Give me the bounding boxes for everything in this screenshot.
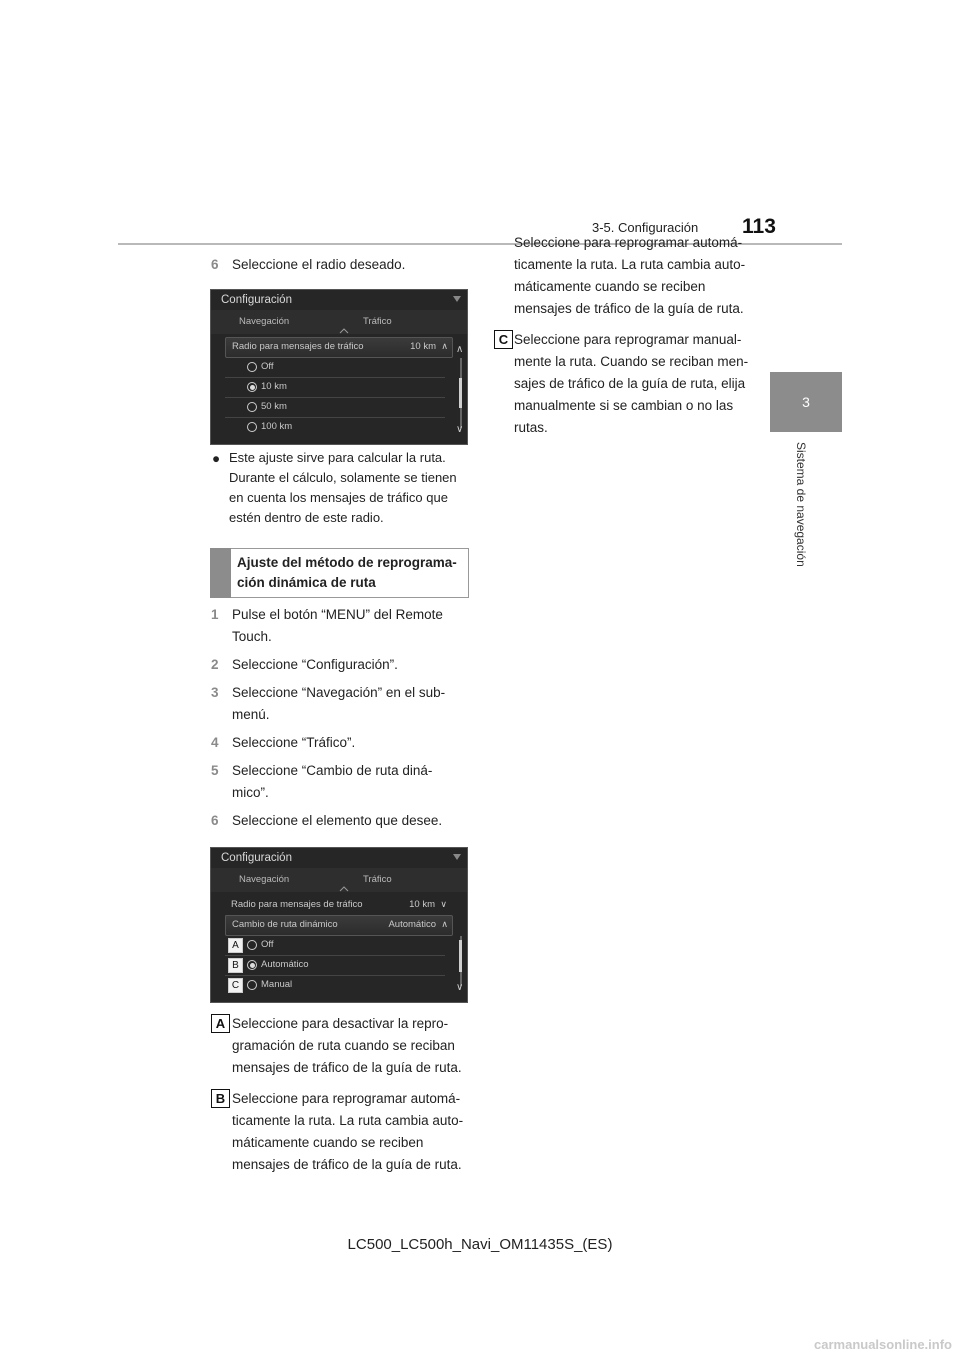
step-2	[211, 654, 471, 676]
step-text: Seleccione “Tráfico”.	[232, 735, 356, 750]
chevron-up-icon	[340, 886, 348, 891]
chevron-up-icon	[340, 328, 348, 333]
screen-title: Configuración	[221, 852, 292, 864]
radius-header-row[interactable]	[225, 337, 453, 358]
section-heading: Ajuste del método de reprograma-ción dinámica de ruta	[237, 555, 457, 590]
section-title: 3-5. Configuración	[592, 220, 699, 235]
description-a: Seleccione para desactivar la repro-gramación de ruta cuando se reciban mensajes de tráfico de la guía de ruta.	[232, 1016, 462, 1075]
watermark: carmanualsonline.info	[814, 1337, 952, 1352]
step-5	[211, 760, 471, 804]
badge-c: C	[494, 330, 513, 349]
step-number: 5	[211, 763, 219, 778]
option-label: 50 km	[261, 401, 287, 412]
row-value: Automático	[388, 919, 436, 930]
radio-icon	[247, 402, 257, 412]
radio-selected-icon	[247, 960, 257, 970]
tab-trafico[interactable]: Tráfico	[363, 316, 392, 327]
step-text: Pulse el botón “MENU” del Remote Touch.	[232, 607, 443, 644]
bullet-note: Este ajuste sirve para calcular la ruta. Durante el cálculo, solamente se tienen en cuenta los mensajes de tráfico que estén dentro de este radio.	[229, 450, 457, 525]
option-10km[interactable]	[225, 378, 445, 398]
scrollbar-thumb[interactable]	[459, 378, 462, 408]
radio-icon	[247, 422, 257, 432]
row-value: 10 km	[409, 899, 435, 910]
bullet-icon: ●	[212, 451, 221, 466]
signal-icon	[453, 854, 461, 860]
step-number: 3	[211, 685, 219, 700]
step-text: Seleccione “Navegación” en el sub-menú.	[232, 685, 446, 722]
badge-b: B	[211, 1089, 230, 1108]
chapter-number-tab: 3	[770, 372, 842, 432]
option-label: Automático	[261, 959, 309, 970]
radio-icon	[247, 940, 257, 950]
tab-navegacion[interactable]: Navegación	[239, 316, 290, 327]
description-c: Seleccione para reprogramar manual-mente la ruta. Cuando se reciban men-sajes de tráfico de la guía de ruta, elija manualmente si se cambian o no las rutas.	[514, 332, 749, 435]
chevron-up-icon: ∧	[441, 919, 448, 929]
description-b-overflow: Seleccione para reprogramar automá-ticamente la ruta. La ruta cambia auto-máticamente cuando se reciben mensajes de tráfico de la guía de ruta.	[514, 235, 746, 316]
option-manual[interactable]	[225, 976, 445, 995]
tab-navegacion[interactable]: Navegación	[239, 874, 290, 885]
option-off[interactable]	[225, 936, 445, 956]
step-number: 2	[211, 657, 219, 672]
step-number: 4	[211, 735, 219, 750]
scrollbar-thumb[interactable]	[459, 940, 462, 972]
step-number: 6	[211, 257, 219, 272]
option-label: 100 km	[261, 421, 293, 432]
scroll-down-icon[interactable]: ∨	[456, 424, 464, 435]
scroll-down-icon[interactable]: ∨	[456, 982, 464, 993]
option-label: Off	[261, 361, 274, 372]
document-footer: LC500_LC500h_Navi_OM11435S_(ES)	[347, 1236, 613, 1253]
chevron-down-icon: ∨	[440, 899, 447, 909]
callout-badge-a: A	[228, 938, 243, 953]
callout-badge-c: C	[228, 978, 243, 993]
description-b-start	[232, 1088, 470, 1172]
screen-dynamic-route	[210, 847, 468, 1003]
heading-accent-bar	[210, 548, 231, 598]
step-number: 6	[211, 813, 219, 828]
step-number: 1	[211, 607, 219, 622]
radius-row[interactable]	[225, 896, 451, 916]
chevron-up-icon: ∧	[441, 341, 448, 351]
option-label: Off	[261, 939, 274, 950]
page-number: 113	[742, 215, 776, 238]
screen-title: Configuración	[221, 294, 292, 306]
step-text: Seleccione el elemento que desee.	[232, 813, 443, 828]
option-50km[interactable]	[225, 398, 445, 418]
description-b-text: Seleccione para reprogramar automá-ticamente la ruta. La ruta cambia auto-máticamente cuando se reciben mensajes de tráfico de la guía de ruta.	[232, 1091, 464, 1172]
step-text: Seleccione “Configuración”.	[232, 657, 398, 672]
option-automatico[interactable]	[225, 956, 445, 976]
step-text: Seleccione “Cambio de ruta diná-mico”.	[232, 763, 433, 800]
step-4	[211, 732, 471, 754]
chapter-title	[792, 442, 812, 582]
badge-a: A	[211, 1014, 230, 1033]
description-b-continued	[514, 235, 750, 320]
step-text: Seleccione el radio deseado.	[232, 257, 406, 272]
dynamic-route-header-row[interactable]	[225, 915, 453, 936]
step-3	[211, 682, 471, 726]
radio-selected-icon	[247, 382, 257, 392]
row-label: Radio para mensajes de tráfico	[231, 899, 363, 910]
option-label: Manual	[261, 979, 293, 990]
row-label: Radio para mensajes de tráfico	[232, 341, 364, 352]
radio-icon	[247, 980, 257, 990]
step-1	[211, 604, 471, 648]
scroll-up-icon[interactable]: ∧	[456, 344, 464, 355]
row-label: Cambio de ruta dinámico	[232, 919, 338, 930]
row-value: 10 km	[410, 341, 436, 352]
radio-icon	[247, 362, 257, 372]
option-off[interactable]	[225, 358, 445, 378]
step-6	[211, 810, 471, 832]
chapter-title-text: Sistema de navegación	[794, 442, 808, 567]
callout-badge-b: B	[228, 958, 243, 973]
tab-trafico[interactable]: Tráfico	[363, 874, 392, 885]
option-label: 10 km	[261, 381, 287, 392]
option-100km[interactable]	[225, 418, 445, 437]
